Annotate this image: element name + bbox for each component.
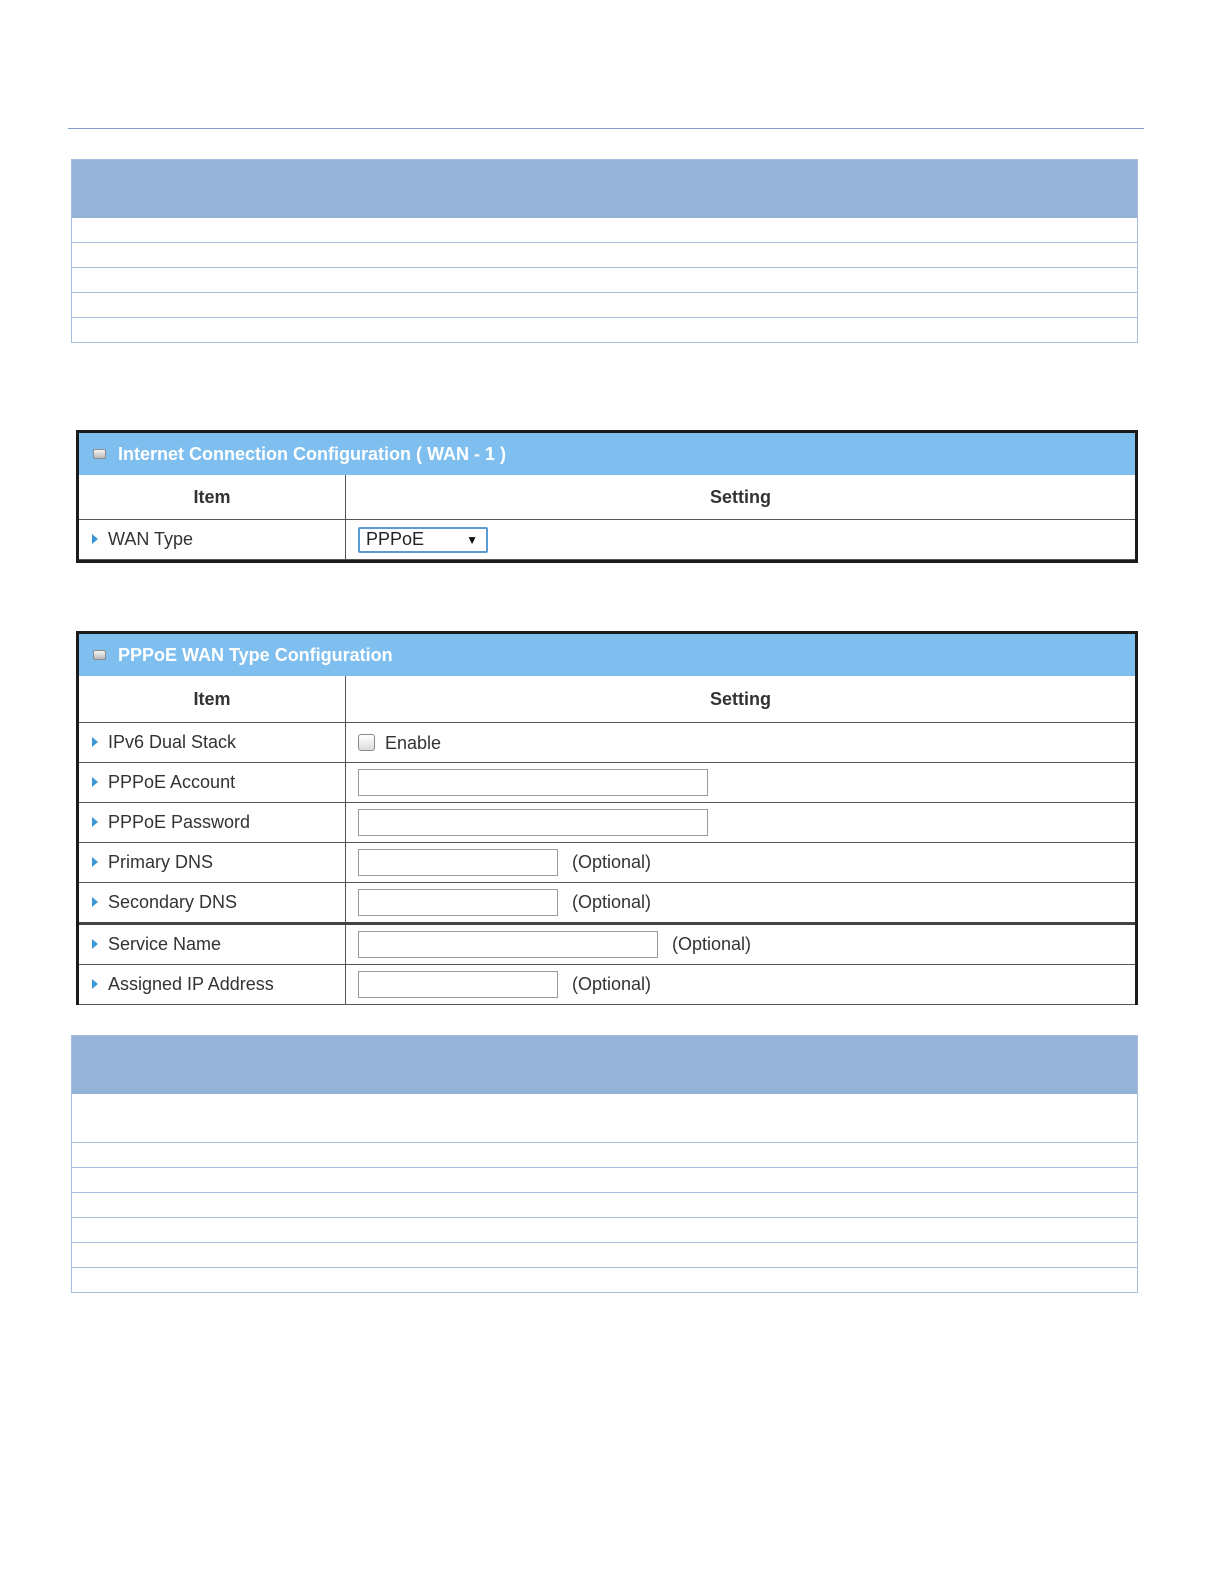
pppoe-config-panel bbox=[76, 631, 1138, 1005]
panel-toggle-icon bbox=[93, 449, 106, 459]
doc-table-row bbox=[72, 1242, 1137, 1267]
ipv6-setting-cell bbox=[346, 723, 1136, 763]
primary-dns-label-cell bbox=[79, 843, 346, 883]
table-row bbox=[79, 883, 1135, 924]
service-name-input[interactable] bbox=[358, 931, 658, 958]
table-row bbox=[79, 965, 1135, 1005]
ipv6-enable-label[interactable]: Enable bbox=[385, 732, 442, 753]
account-label: PPPoE Account bbox=[108, 772, 236, 792]
secondary-dns-label: Secondary DNS bbox=[108, 892, 238, 912]
primary-dns-setting-cell bbox=[346, 843, 1136, 883]
doc-table-row bbox=[72, 317, 1137, 342]
table-row bbox=[79, 763, 1135, 803]
secondary-dns-setting-cell bbox=[346, 883, 1136, 924]
service-name-label-cell bbox=[79, 924, 346, 965]
primary-dns-hint: (Optional) bbox=[572, 852, 652, 872]
primary-dns-label: Primary DNS bbox=[108, 852, 214, 872]
pppoe-panel-title[interactable] bbox=[79, 634, 1135, 676]
doc-table-row bbox=[72, 218, 1137, 242]
ipv6-enable-checkbox[interactable] bbox=[358, 734, 375, 751]
pppoe-password-input[interactable] bbox=[358, 809, 708, 836]
doc-table-top bbox=[71, 159, 1138, 343]
table-header-row bbox=[79, 676, 1135, 723]
triangle-right-icon bbox=[92, 897, 98, 907]
col-header-item: Item bbox=[79, 475, 346, 520]
table-row bbox=[79, 803, 1135, 843]
secondary-dns-hint: (Optional) bbox=[572, 892, 652, 912]
pppoe-panel-title-text: PPPoE WAN Type Configuration bbox=[118, 644, 393, 665]
wan-panel-title[interactable] bbox=[79, 433, 1135, 475]
doc-table-row bbox=[72, 1142, 1137, 1167]
doc-table-row bbox=[72, 267, 1137, 292]
wan-type-select[interactable] bbox=[358, 527, 488, 553]
table-header-row bbox=[79, 475, 1135, 520]
col-header-item: Item bbox=[79, 676, 346, 723]
wan-panel-title-text: Internet Connection Configuration ( WAN - 1 ) bbox=[118, 443, 506, 464]
ipv6-label: IPv6 Dual Stack bbox=[108, 732, 237, 752]
wan-type-selected-value: PPPoE bbox=[366, 529, 425, 549]
doc-table-row bbox=[72, 1217, 1137, 1242]
account-label-cell bbox=[79, 763, 346, 803]
doc-table-row bbox=[72, 292, 1137, 317]
table-row bbox=[79, 723, 1135, 763]
pppoe-account-input[interactable] bbox=[358, 769, 708, 796]
service-name-label: Service Name bbox=[108, 934, 222, 954]
wan-type-label: WAN Type bbox=[108, 529, 194, 549]
doc-table-header bbox=[72, 160, 1137, 218]
doc-table-row bbox=[72, 1167, 1137, 1192]
primary-dns-input[interactable] bbox=[358, 849, 558, 876]
account-setting-cell bbox=[346, 763, 1136, 803]
doc-table-header bbox=[72, 1036, 1137, 1094]
wan-type-label-cell bbox=[79, 520, 346, 560]
doc-table-bottom bbox=[71, 1035, 1138, 1293]
assigned-ip-input[interactable] bbox=[358, 971, 558, 998]
doc-table-row bbox=[72, 1267, 1137, 1292]
wan-type-setting-cell bbox=[346, 520, 1136, 560]
assigned-ip-setting-cell bbox=[346, 965, 1136, 1005]
service-name-hint: (Optional) bbox=[672, 934, 752, 954]
table-row bbox=[79, 843, 1135, 883]
assigned-ip-hint: (Optional) bbox=[572, 974, 652, 994]
header-rule bbox=[68, 128, 1144, 129]
doc-table-row bbox=[72, 1094, 1137, 1142]
wan-config-panel bbox=[76, 430, 1138, 563]
panel-toggle-icon bbox=[93, 650, 106, 660]
service-name-setting-cell bbox=[346, 924, 1136, 965]
assigned-ip-label-cell bbox=[79, 965, 346, 1005]
secondary-dns-input[interactable] bbox=[358, 889, 558, 916]
col-header-setting: Setting bbox=[346, 676, 1136, 723]
password-setting-cell bbox=[346, 803, 1136, 843]
triangle-right-icon bbox=[92, 979, 98, 989]
doc-table-row bbox=[72, 242, 1137, 267]
triangle-right-icon bbox=[92, 939, 98, 949]
pppoe-config-table bbox=[79, 676, 1135, 1005]
triangle-right-icon bbox=[92, 534, 98, 544]
triangle-right-icon bbox=[92, 857, 98, 867]
wan-config-table bbox=[79, 475, 1135, 560]
password-label: PPPoE Password bbox=[108, 812, 251, 832]
triangle-right-icon bbox=[92, 817, 98, 827]
ipv6-label-cell bbox=[79, 723, 346, 763]
table-row bbox=[79, 924, 1135, 965]
triangle-right-icon bbox=[92, 737, 98, 747]
assigned-ip-label: Assigned IP Address bbox=[108, 974, 274, 994]
triangle-right-icon bbox=[92, 777, 98, 787]
secondary-dns-label-cell bbox=[79, 883, 346, 924]
caret-down-icon: ▼ bbox=[466, 532, 478, 547]
password-label-cell bbox=[79, 803, 346, 843]
table-row bbox=[79, 520, 1135, 560]
doc-table-row bbox=[72, 1192, 1137, 1217]
col-header-setting: Setting bbox=[346, 475, 1136, 520]
